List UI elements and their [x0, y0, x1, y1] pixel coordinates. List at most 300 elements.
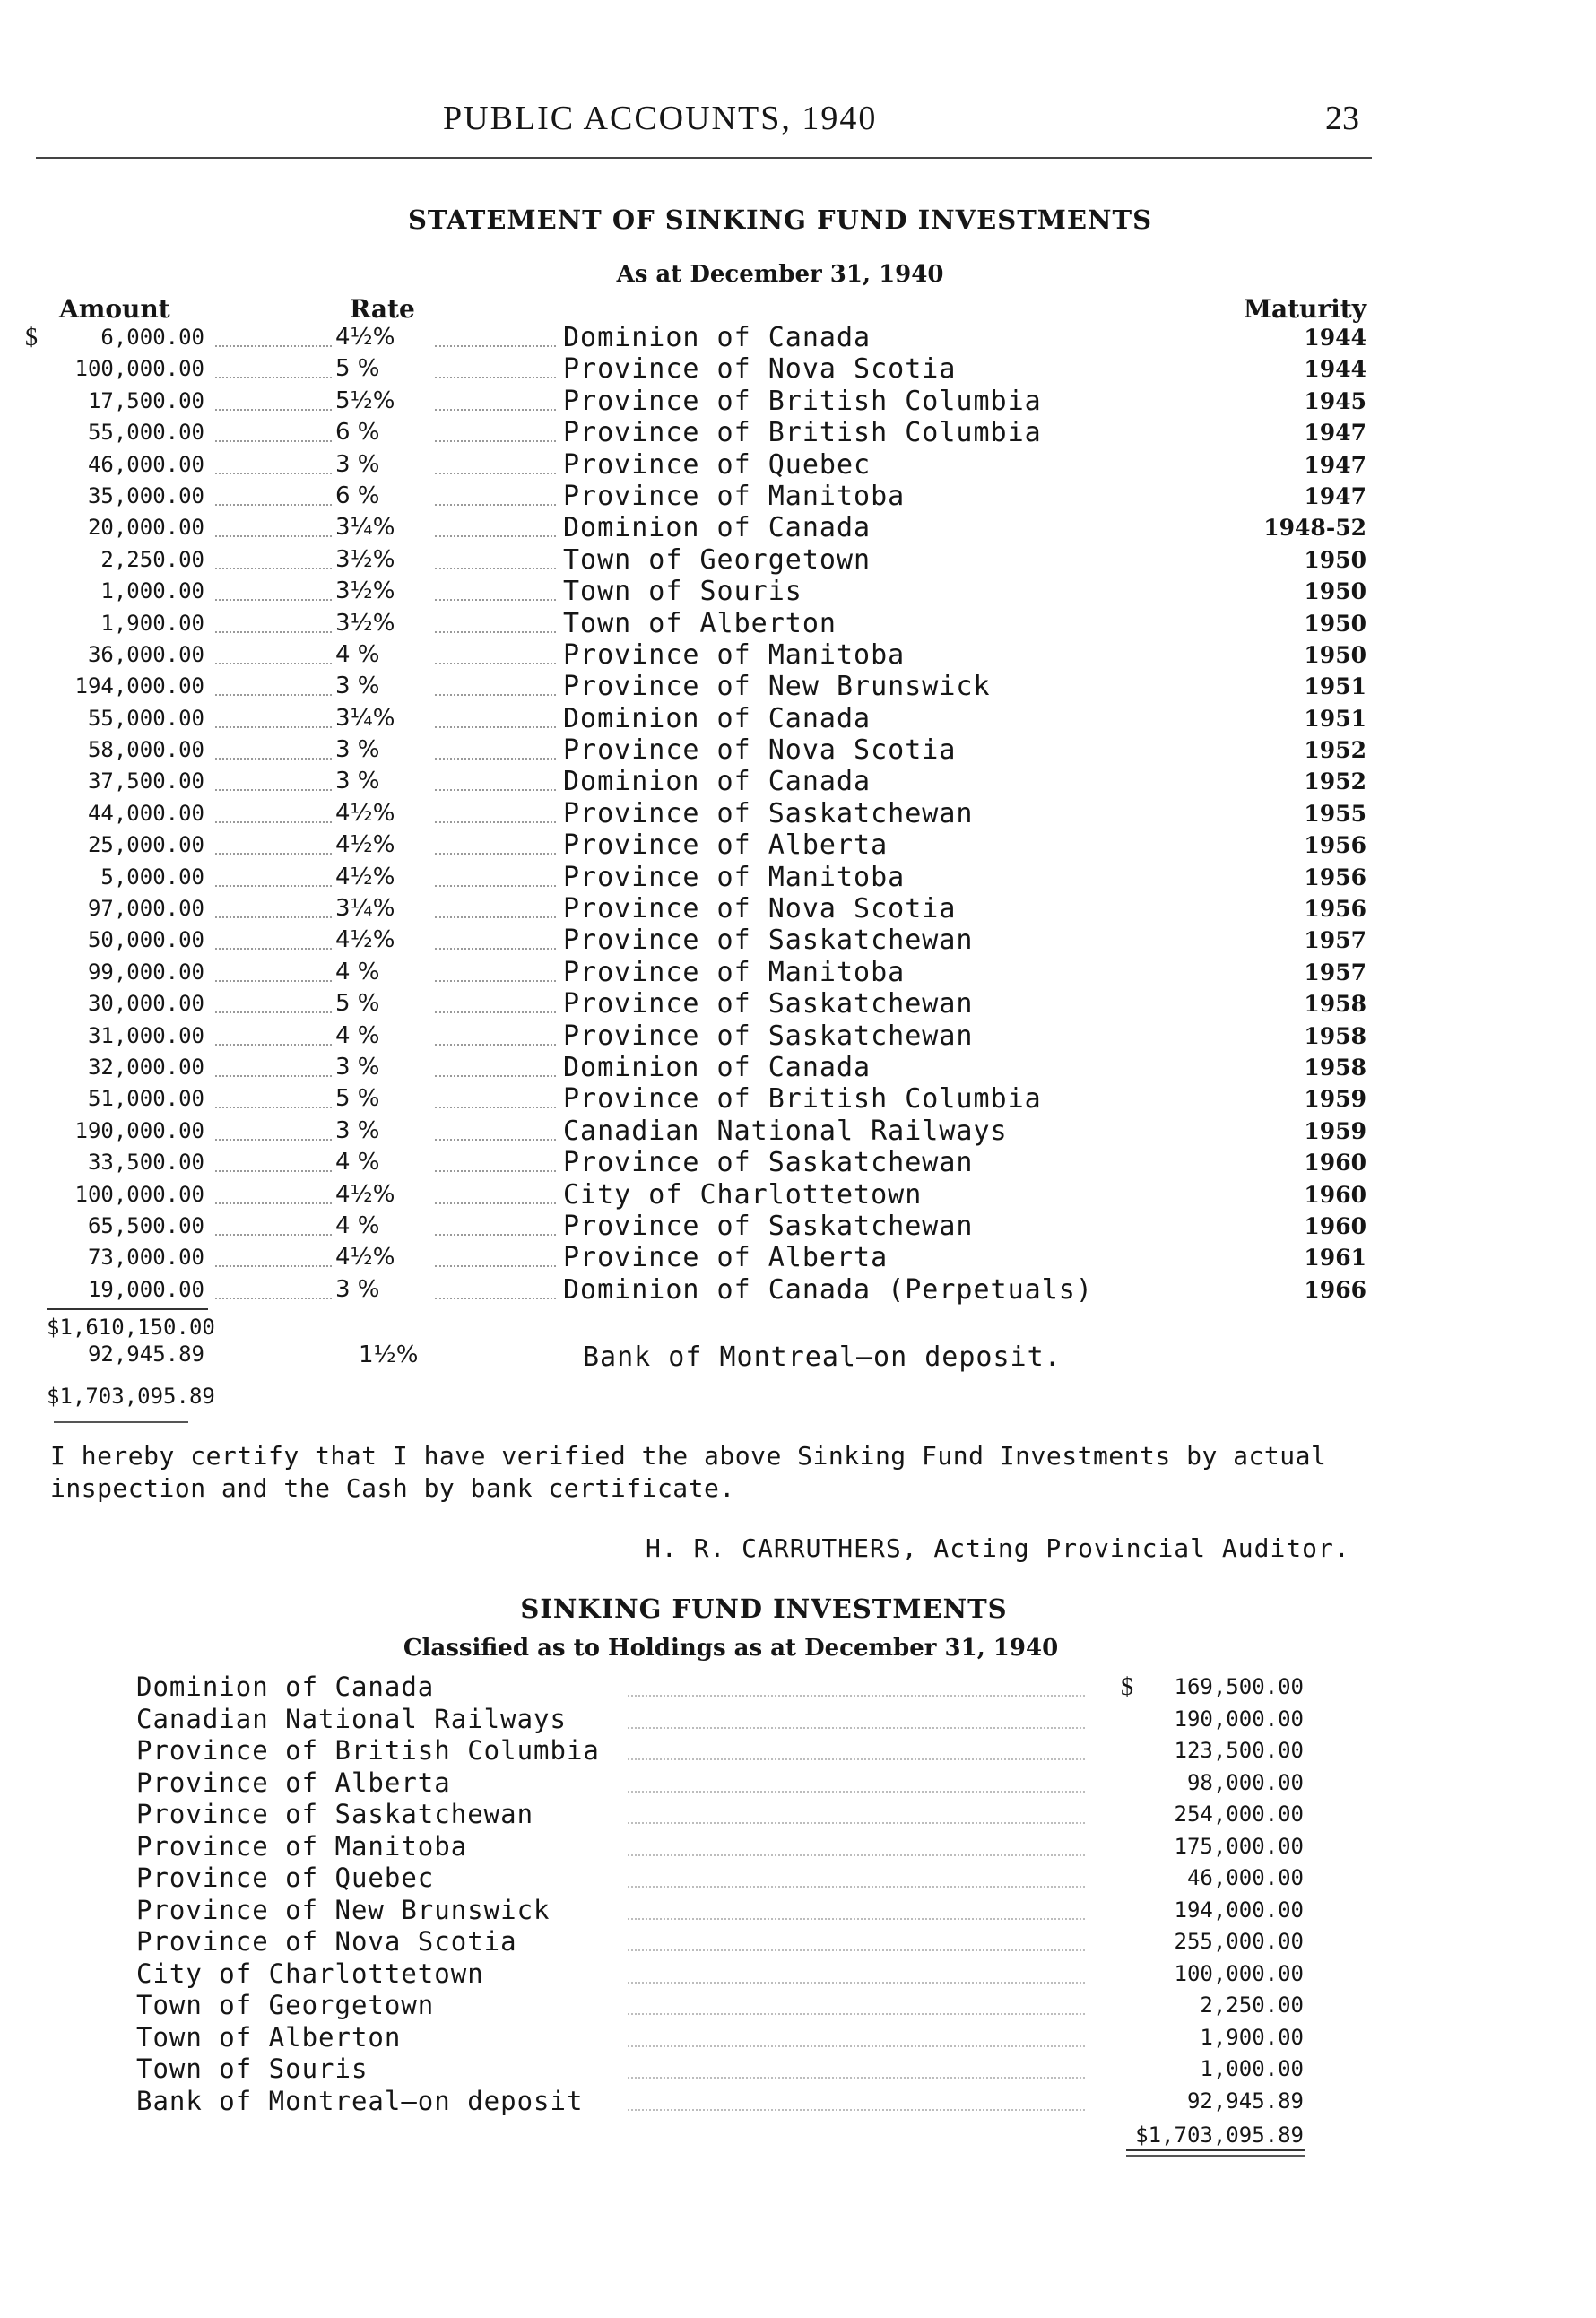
issuer-cell: Province of Saskatchewan [563, 1147, 974, 1179]
dot-leader [215, 821, 332, 823]
dot-leader [215, 345, 332, 347]
dot-leader [215, 440, 332, 442]
issuer-cell: Province of Saskatchewan [563, 1210, 974, 1242]
maturity-cell: 1956 [1304, 864, 1366, 890]
dot-leader [215, 948, 332, 950]
table-row [0, 1083, 1596, 1115]
dot-leader [215, 1298, 332, 1299]
dot-leader [435, 694, 556, 696]
rate-cell: 4½% [335, 863, 395, 890]
header-rule [36, 157, 1372, 159]
dot-leader [435, 440, 556, 442]
issuer-cell: Province of British Columbia [563, 1083, 1042, 1116]
dot-leader [435, 599, 556, 601]
rate-cell: 3 % [335, 768, 380, 795]
list-item [0, 1799, 1596, 1831]
list-item [0, 1671, 1596, 1704]
maturity-cell: 1944 [1304, 325, 1366, 351]
holding-name: Canadian National Railways [136, 1703, 567, 1734]
maturity-cell: 1958 [1304, 1054, 1366, 1081]
auditor-signature: H. R. CARRUTHERS, Acting Provincial Auditor. [646, 1533, 1350, 1563]
amount-cell: 1,000.00 [100, 578, 204, 604]
dot-leader [215, 504, 332, 506]
issuer-cell: Province of Saskatchewan [563, 1020, 974, 1052]
issuer-cell: Province of Manitoba [563, 956, 906, 988]
rate-cell: 4 % [335, 1149, 380, 1176]
issuer-cell: Province of Manitoba [563, 861, 906, 893]
table-row [0, 449, 1596, 481]
rate-cell: 3 % [335, 736, 380, 764]
dot-leader [435, 631, 556, 633]
holding-amount: 1,000.00 [1200, 2056, 1304, 2081]
table-row [0, 862, 1596, 893]
holding-name: Province of Quebec [136, 1862, 435, 1893]
holding-name: Province of British Columbia [136, 1735, 600, 1766]
amount-cell: 5,000.00 [100, 864, 204, 890]
table-row [0, 639, 1596, 671]
issuer-cell: Province of Alberta [563, 1242, 889, 1274]
rate-cell: 4½% [335, 1244, 395, 1272]
dot-leader [435, 758, 556, 760]
dot-leader [215, 631, 332, 633]
certification-text: I hereby certify that I have verified the above Sinking Fund Investments by actual inspection and the Cash by bank certificate. [50, 1441, 1327, 1503]
table-row [0, 1242, 1596, 1273]
maturity-cell: 1952 [1304, 737, 1366, 764]
maturity-cell: 1960 [1304, 1181, 1366, 1208]
amount-cell: 100,000.00 [74, 1181, 204, 1207]
maturity-cell: 1956 [1304, 896, 1366, 923]
holdings-total-rule [1126, 2149, 1305, 2151]
subtotal-amount: $1,610,150.00 [47, 1315, 215, 1340]
maturity-cell: 1957 [1304, 959, 1366, 985]
amount-cell: 6,000.00 [100, 325, 204, 350]
dot-leader [435, 885, 556, 887]
holding-amount: 1,900.00 [1200, 2024, 1304, 2050]
amount-cell: 44,000.00 [87, 800, 204, 826]
list-item [0, 1862, 1596, 1895]
dot-leader [628, 1758, 1085, 1760]
dot-leader [628, 2109, 1085, 2111]
table-row [0, 925, 1596, 956]
rate-cell: 6 % [335, 419, 380, 447]
holding-amount: 255,000.00 [1174, 1929, 1304, 1954]
dot-leader [435, 504, 556, 506]
list-item [0, 1704, 1596, 1736]
amount-cell: 194,000.00 [74, 673, 204, 699]
rate-cell: 4½% [335, 324, 395, 351]
issuer-cell: Town of Souris [563, 576, 802, 608]
dot-leader [215, 1044, 332, 1046]
table-row [0, 386, 1596, 417]
table-row [0, 481, 1596, 512]
list-item [0, 1926, 1596, 1958]
table-row [0, 322, 1596, 353]
dot-leader [435, 345, 556, 347]
maturity-cell: 1950 [1304, 641, 1366, 668]
dot-leader [435, 1139, 556, 1141]
dot-leader [435, 535, 556, 537]
rate-cell: 3 % [335, 1053, 380, 1081]
amount-cell: 20,000.00 [87, 515, 204, 541]
dot-leader [215, 726, 332, 728]
table-row [0, 988, 1596, 1020]
maturity-cell: 1952 [1304, 768, 1366, 795]
running-head [0, 99, 1596, 152]
holding-amount: 100,000.00 [1174, 1960, 1304, 1986]
amount-cell: 97,000.00 [87, 896, 204, 922]
maturity-cell: 1944 [1304, 356, 1366, 383]
dot-leader [215, 916, 332, 918]
rate-cell: 4½% [335, 799, 395, 827]
rate-cell: 4½% [335, 1180, 395, 1208]
holding-amount: 46,000.00 [1186, 1865, 1304, 1890]
issuer-cell: Province of Nova Scotia [563, 353, 957, 386]
dot-leader [215, 1075, 332, 1077]
table-row [0, 1116, 1596, 1147]
issuer-cell: Town of Georgetown [563, 543, 872, 576]
table-row [0, 544, 1596, 576]
dot-leader [435, 568, 556, 569]
rate-cell: 3¼% [335, 895, 395, 923]
table-row [0, 703, 1596, 734]
dot-leader [215, 1170, 332, 1172]
dot-leader [435, 1298, 556, 1299]
table-row [0, 829, 1596, 861]
amount-cell: 190,000.00 [74, 1117, 204, 1143]
dot-leader [435, 1234, 556, 1236]
amount-cell: 73,000.00 [87, 1245, 204, 1271]
maturity-cell: 1948-52 [1263, 515, 1366, 542]
holdings-total: $1,703,095.89 [1135, 2123, 1304, 2148]
rate-cell: 4½% [335, 926, 395, 954]
table-row [0, 1147, 1596, 1178]
rate-cell: 3¼% [335, 704, 395, 732]
holding-amount: 190,000.00 [1174, 1706, 1304, 1732]
page-number: 23 [1325, 100, 1359, 137]
amount-cell: 31,000.00 [87, 1022, 204, 1048]
list-item [0, 1767, 1596, 1800]
dot-leader [215, 409, 332, 411]
list-item [0, 1895, 1596, 1927]
holdings-subtitle: Classified as to Holdings as at December 31, 1940 [403, 1635, 1059, 1662]
amount-cell: 50,000.00 [87, 927, 204, 953]
maturity-cell: 1958 [1304, 991, 1366, 1018]
currency-symbol: $ [25, 324, 38, 352]
rate-cell: 4 % [335, 1021, 380, 1049]
table-row [0, 957, 1596, 988]
issuer-cell: Town of Alberton [563, 607, 837, 639]
amount-cell: 36,000.00 [87, 641, 204, 667]
dot-leader [435, 916, 556, 918]
dot-leader [215, 1265, 332, 1267]
holding-amount: 98,000.00 [1186, 1769, 1304, 1795]
dot-leader [215, 1139, 332, 1141]
dot-leader [435, 1170, 556, 1172]
amount-column-header: Amount [59, 294, 170, 324]
issuer-cell: Province of British Columbia [563, 385, 1042, 417]
rate-cell: 3 % [335, 673, 380, 700]
statement-title: STATEMENT OF SINKING FUND INVESTMENTS [407, 204, 1153, 235]
issuer-cell: Province of Manitoba [563, 638, 906, 671]
maturity-cell: 1959 [1304, 1117, 1366, 1144]
dot-leader [215, 599, 332, 601]
dot-leader [435, 726, 556, 728]
table-row [0, 671, 1596, 702]
rate-cell: 4 % [335, 1211, 380, 1239]
table-row [0, 1274, 1596, 1306]
dot-leader [435, 980, 556, 982]
amount-cell: 17,500.00 [87, 387, 204, 413]
dot-leader [215, 568, 332, 569]
maturity-cell: 1947 [1304, 451, 1366, 478]
dot-leader [435, 1044, 556, 1046]
issuer-cell: Dominion of Canada (Perpetuals) [563, 1273, 1093, 1306]
dot-leader [435, 1202, 556, 1204]
amount-cell: 55,000.00 [87, 705, 204, 731]
maturity-cell: 1957 [1304, 927, 1366, 954]
amount-cell: 19,000.00 [87, 1276, 204, 1302]
dot-leader [435, 1011, 556, 1013]
holding-amount: 175,000.00 [1174, 1833, 1304, 1859]
issuer-cell: Province of Saskatchewan [563, 797, 974, 829]
holding-amount: 254,000.00 [1174, 1801, 1304, 1827]
total-underline [54, 1421, 188, 1423]
holding-amount: 169,500.00 [1174, 1674, 1304, 1699]
maturity-cell: 1956 [1304, 832, 1366, 859]
dot-leader [628, 2045, 1085, 2047]
rate-cell: 5 % [335, 1085, 380, 1113]
dot-leader [215, 694, 332, 696]
rate-column-header: Rate [350, 294, 415, 324]
issuer-cell: Dominion of Canada [563, 766, 872, 798]
holdings-total-underline [1126, 2155, 1305, 2157]
holding-name: Town of Souris [136, 2053, 369, 2084]
holding-name: City of Charlottetown [136, 1958, 484, 1989]
running-title: PUBLIC ACCOUNTS, 1940 [443, 100, 878, 137]
table-row [0, 893, 1596, 925]
list-item [0, 2053, 1596, 2086]
dot-leader [215, 663, 332, 664]
rate-cell: 6 % [335, 482, 380, 509]
dot-leader [628, 1949, 1085, 1951]
holding-name: Town of Georgetown [136, 1990, 435, 2020]
dot-leader [215, 1011, 332, 1013]
subtotal-rule [47, 1308, 208, 1310]
maturity-cell: 1950 [1304, 546, 1366, 573]
amount-cell: 65,500.00 [87, 1212, 204, 1238]
maturity-cell: 1960 [1304, 1212, 1366, 1239]
amount-cell: 33,500.00 [87, 1150, 204, 1176]
dot-leader [628, 1727, 1085, 1729]
amount-cell: 2,250.00 [100, 546, 204, 572]
amount-cell: 99,000.00 [87, 959, 204, 985]
dot-leader [215, 980, 332, 982]
rate-cell: 5 % [335, 990, 380, 1018]
rate-cell: 4½% [335, 831, 395, 859]
bank-deposit-amount: 92,945.89 [87, 1341, 204, 1367]
amount-cell: 58,000.00 [87, 737, 204, 763]
rate-cell: 4 % [335, 958, 380, 985]
dot-leader [215, 758, 332, 760]
holding-name: Province of New Brunswick [136, 1894, 551, 1925]
maturity-cell: 1966 [1304, 1276, 1366, 1303]
maturity-cell: 1951 [1304, 705, 1366, 732]
table-row [0, 766, 1596, 797]
maturity-cell: 1955 [1304, 800, 1366, 827]
dot-leader [628, 1791, 1085, 1793]
dot-leader [215, 853, 332, 855]
statement-total: $1,703,095.89 [47, 1384, 215, 1409]
table-row [0, 1020, 1596, 1052]
dot-leader [435, 821, 556, 823]
table-row [0, 798, 1596, 829]
list-item [0, 1735, 1596, 1767]
issuer-cell: Province of Saskatchewan [563, 988, 974, 1020]
dot-leader [215, 377, 332, 378]
rate-cell: 3¼% [335, 514, 395, 542]
bank-deposit-issuer: Bank of Montreal—on deposit. [583, 1341, 1062, 1373]
dot-leader [215, 1234, 332, 1236]
issuer-cell: Canadian National Railways [563, 1115, 1008, 1147]
holding-name: Province of Manitoba [136, 1830, 468, 1862]
holding-name: Province of Saskatchewan [136, 1799, 534, 1829]
amount-cell: 100,000.00 [74, 356, 204, 382]
maturity-cell: 1951 [1304, 673, 1366, 700]
issuer-cell: Province of Nova Scotia [563, 734, 957, 767]
amount-cell: 32,000.00 [87, 1054, 204, 1080]
dot-leader [628, 2077, 1085, 2079]
maturity-cell: 1959 [1304, 1086, 1366, 1113]
rate-cell: 3 % [335, 450, 380, 478]
issuer-cell: Dominion of Canada [563, 512, 872, 544]
holdings-table [0, 1671, 1596, 2117]
amount-cell: 1,900.00 [100, 610, 204, 636]
issuer-cell: Province of Alberta [563, 829, 889, 862]
list-item [0, 1831, 1596, 1863]
dot-leader [628, 1854, 1085, 1856]
holding-name: Bank of Montreal—on deposit [136, 2085, 584, 2116]
dot-leader [628, 1982, 1085, 1984]
issuer-cell: Province of Nova Scotia [563, 893, 957, 925]
maturity-cell: 1947 [1304, 482, 1366, 509]
amount-cell: 25,000.00 [87, 832, 204, 858]
amount-cell: 46,000.00 [87, 451, 204, 477]
maturity-cell: 1945 [1304, 387, 1366, 414]
issuer-cell: Province of Quebec [563, 448, 872, 481]
dot-leader [435, 1075, 556, 1077]
dot-leader [628, 2013, 1085, 2015]
maturity-cell: 1961 [1304, 1245, 1366, 1272]
table-row [0, 734, 1596, 766]
issuer-cell: Dominion of Canada [563, 1051, 872, 1083]
dot-leader [435, 473, 556, 474]
rate-cell: 3 % [335, 1116, 380, 1144]
dot-leader [435, 1107, 556, 1108]
dot-leader [628, 1918, 1085, 1920]
dot-leader [628, 1822, 1085, 1824]
list-item [0, 1990, 1596, 2022]
amount-cell: 35,000.00 [87, 482, 204, 508]
rate-cell: 3 % [335, 1275, 380, 1303]
list-item [0, 2022, 1596, 2054]
bank-deposit-rate: 1½% [359, 1341, 419, 1368]
amount-cell: 37,500.00 [87, 768, 204, 794]
dot-leader [628, 1695, 1085, 1697]
maturity-cell: 1947 [1304, 420, 1366, 447]
table-row [0, 1179, 1596, 1211]
issuer-cell: Province of Manitoba [563, 480, 906, 512]
issuer-cell: Province of Saskatchewan [563, 925, 974, 957]
dot-leader [215, 885, 332, 887]
holding-name: Town of Alberton [136, 2021, 402, 2053]
maturity-column-header: Maturity [1243, 294, 1366, 324]
table-row [0, 353, 1596, 385]
currency-symbol: $ [1121, 1673, 1133, 1701]
rate-cell: 3½% [335, 545, 395, 573]
dot-leader [215, 473, 332, 474]
table-row [0, 1052, 1596, 1083]
holding-amount: 92,945.89 [1186, 2088, 1304, 2114]
dot-leader [435, 377, 556, 378]
rate-cell: 3½% [335, 609, 395, 637]
holding-amount: 194,000.00 [1174, 1897, 1304, 1923]
dot-leader [435, 789, 556, 791]
table-row [0, 1211, 1596, 1242]
dot-leader [435, 663, 556, 664]
dot-leader [435, 853, 556, 855]
investments-table [0, 322, 1596, 1306]
amount-cell: 51,000.00 [87, 1086, 204, 1112]
holding-amount: 2,250.00 [1200, 1992, 1304, 2018]
amount-cell: 55,000.00 [87, 420, 204, 446]
dot-leader [435, 409, 556, 411]
statement-subtitle: As at December 31, 1940 [616, 261, 944, 288]
dot-leader [215, 1202, 332, 1204]
list-item [0, 2086, 1596, 2118]
table-row [0, 608, 1596, 639]
rate-cell: 5½% [335, 386, 395, 414]
table-row [0, 576, 1596, 607]
issuer-cell: Province of New Brunswick [563, 671, 991, 703]
table-row [0, 417, 1596, 448]
dot-leader [215, 535, 332, 537]
issuer-cell: City of Charlottetown [563, 1178, 923, 1211]
holding-name: Province of Alberta [136, 1767, 451, 1798]
list-item [0, 1958, 1596, 1991]
issuer-cell: Province of British Columbia [563, 417, 1042, 449]
holding-name: Dominion of Canada [136, 1671, 435, 1702]
holdings-title: SINKING FUND INVESTMENTS [520, 1593, 1008, 1624]
maturity-cell: 1960 [1304, 1150, 1366, 1176]
dot-leader [628, 1886, 1085, 1888]
dot-leader [435, 948, 556, 950]
dot-leader [215, 1107, 332, 1108]
rate-cell: 5 % [335, 355, 380, 383]
issuer-cell: Dominion of Canada [563, 322, 872, 353]
issuer-cell: Dominion of Canada [563, 702, 872, 734]
maturity-cell: 1950 [1304, 578, 1366, 605]
table-row [0, 512, 1596, 543]
bank-deposit-row [0, 1341, 1596, 1377]
holding-name: Province of Nova Scotia [136, 1926, 517, 1957]
rate-cell: 3½% [335, 577, 395, 605]
maturity-cell: 1958 [1304, 1022, 1366, 1049]
amount-cell: 30,000.00 [87, 991, 204, 1017]
dot-leader [435, 1265, 556, 1267]
holding-amount: 123,500.00 [1174, 1738, 1304, 1763]
maturity-cell: 1950 [1304, 610, 1366, 637]
dot-leader [215, 789, 332, 791]
